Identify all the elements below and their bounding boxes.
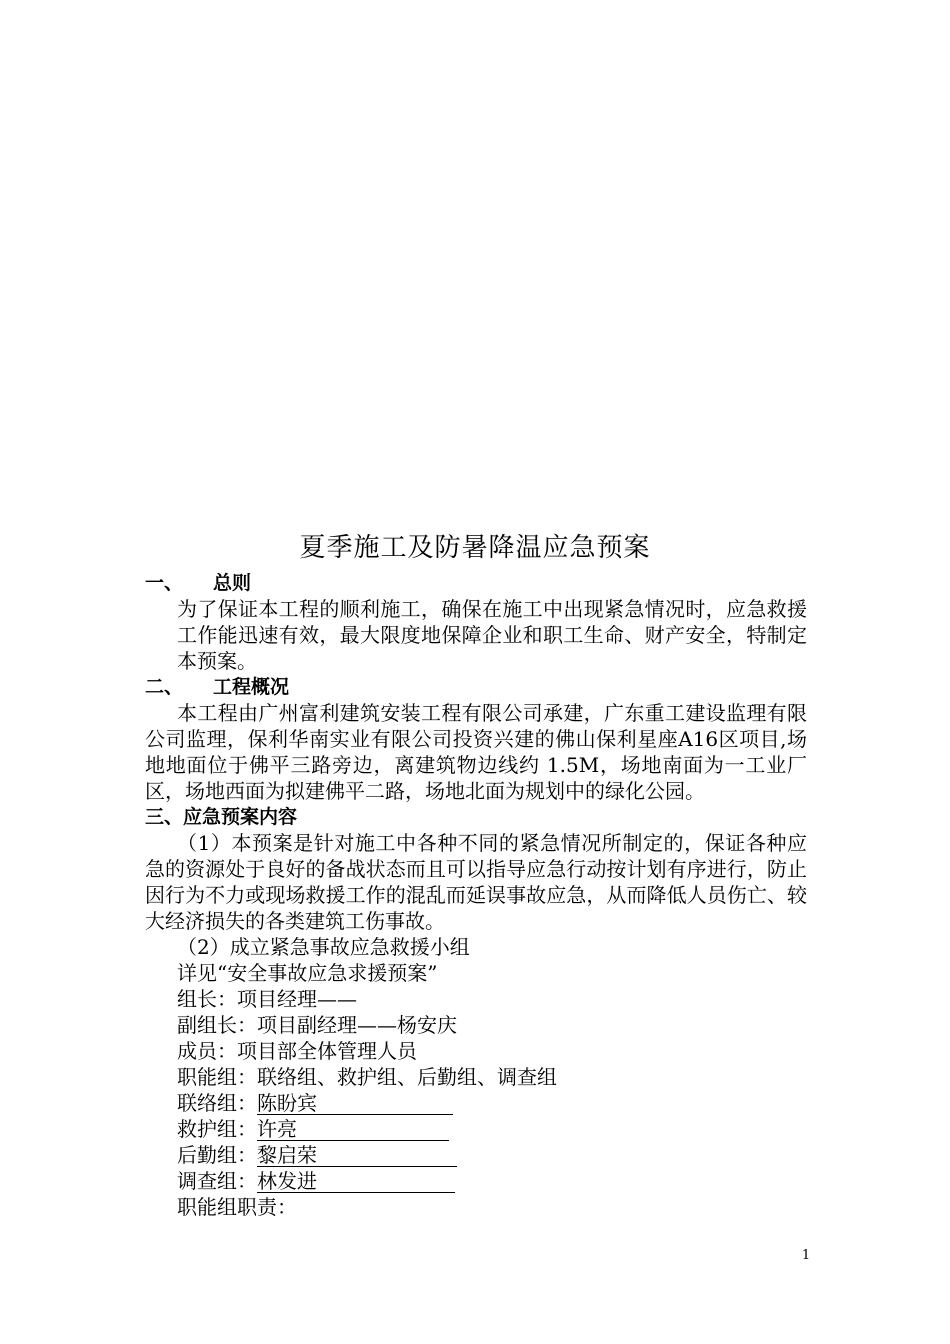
section-2-title: 工程概况 [213,676,290,698]
members-line: 成员：项目部全体管理人员 [177,1039,417,1063]
logistics-group-line [145,1142,807,1168]
functional-groups-line: 职能组：联络组、救护组、后勤组、调查组 [177,1065,557,1089]
group-member-field: 陈盼宾 [257,1092,453,1115]
group-member-field: 黎启荣 [257,1144,457,1167]
investigation-group-line [145,1168,807,1194]
section-3-heading: 三、应急预案内容 [145,806,298,828]
group-member-field: 许亮 [257,1118,449,1141]
document-title: 夏季施工及防暑降温应急预案 [299,533,651,563]
section-1-heading [145,570,807,596]
page-number: 1 [801,1248,811,1263]
group-label: 调查组： [177,1169,257,1193]
liaison-group-line [145,1090,807,1116]
rescue-group-line [145,1116,807,1142]
group-member-field: 林发进 [257,1170,455,1193]
section-1-paragraph: 为了保证本工程的顺利施工，确保在施工中出现紧急情况时，应急救援工作能迅速有效，最大限度地保障企业和职工生命、财产安全，特制定本预案。 [177,597,807,673]
team-leader-line: 组长：项目经理—— [177,987,357,1011]
section-1-number: 一、 [145,572,184,594]
section-3-paragraph-1: （1）本预案是针对施工中各种不同的紧急情况所制定的，保证各种应急的资源处于良好的备战状态而且可以指导应急行动按计划有序进行，防止因行为不力或现场救援工作的混乱而延误事故应急，从而降低人员伤亡、较大经济损失的各类建筑工伤事故。 [145,831,807,933]
group-label: 后勤组： [177,1143,257,1167]
section-3-paragraph-2: （2）成立紧急事故应急救援小组 [177,935,470,959]
detail-line: 详见“安全事故应急求援预案” [177,961,438,985]
deputy-leader-line: 副组长：项目副经理——杨安庆 [177,1013,457,1037]
section-1-title: 总则 [213,572,252,594]
section-2-number: 二、 [145,676,184,698]
document-body [145,570,807,1220]
section-2-paragraph: 本工程由广州富利建筑安装工程有限公司承建，广东重工建设监理有限公司监理，保利华南实业有限公司投资兴建的佛山保利星座A16区项目,场地地面位于佛平三路旁边，离建筑物边线约 1.5M，场地南面为一工业厂区，场地西面为拟建佛平二路，场地北面为规划中的绿化公园。 [145,701,807,803]
group-duties-line: 职能组职责： [177,1195,297,1219]
section-2-heading [145,674,807,700]
group-label: 救护组： [177,1117,257,1141]
group-label: 联络组： [177,1091,257,1115]
